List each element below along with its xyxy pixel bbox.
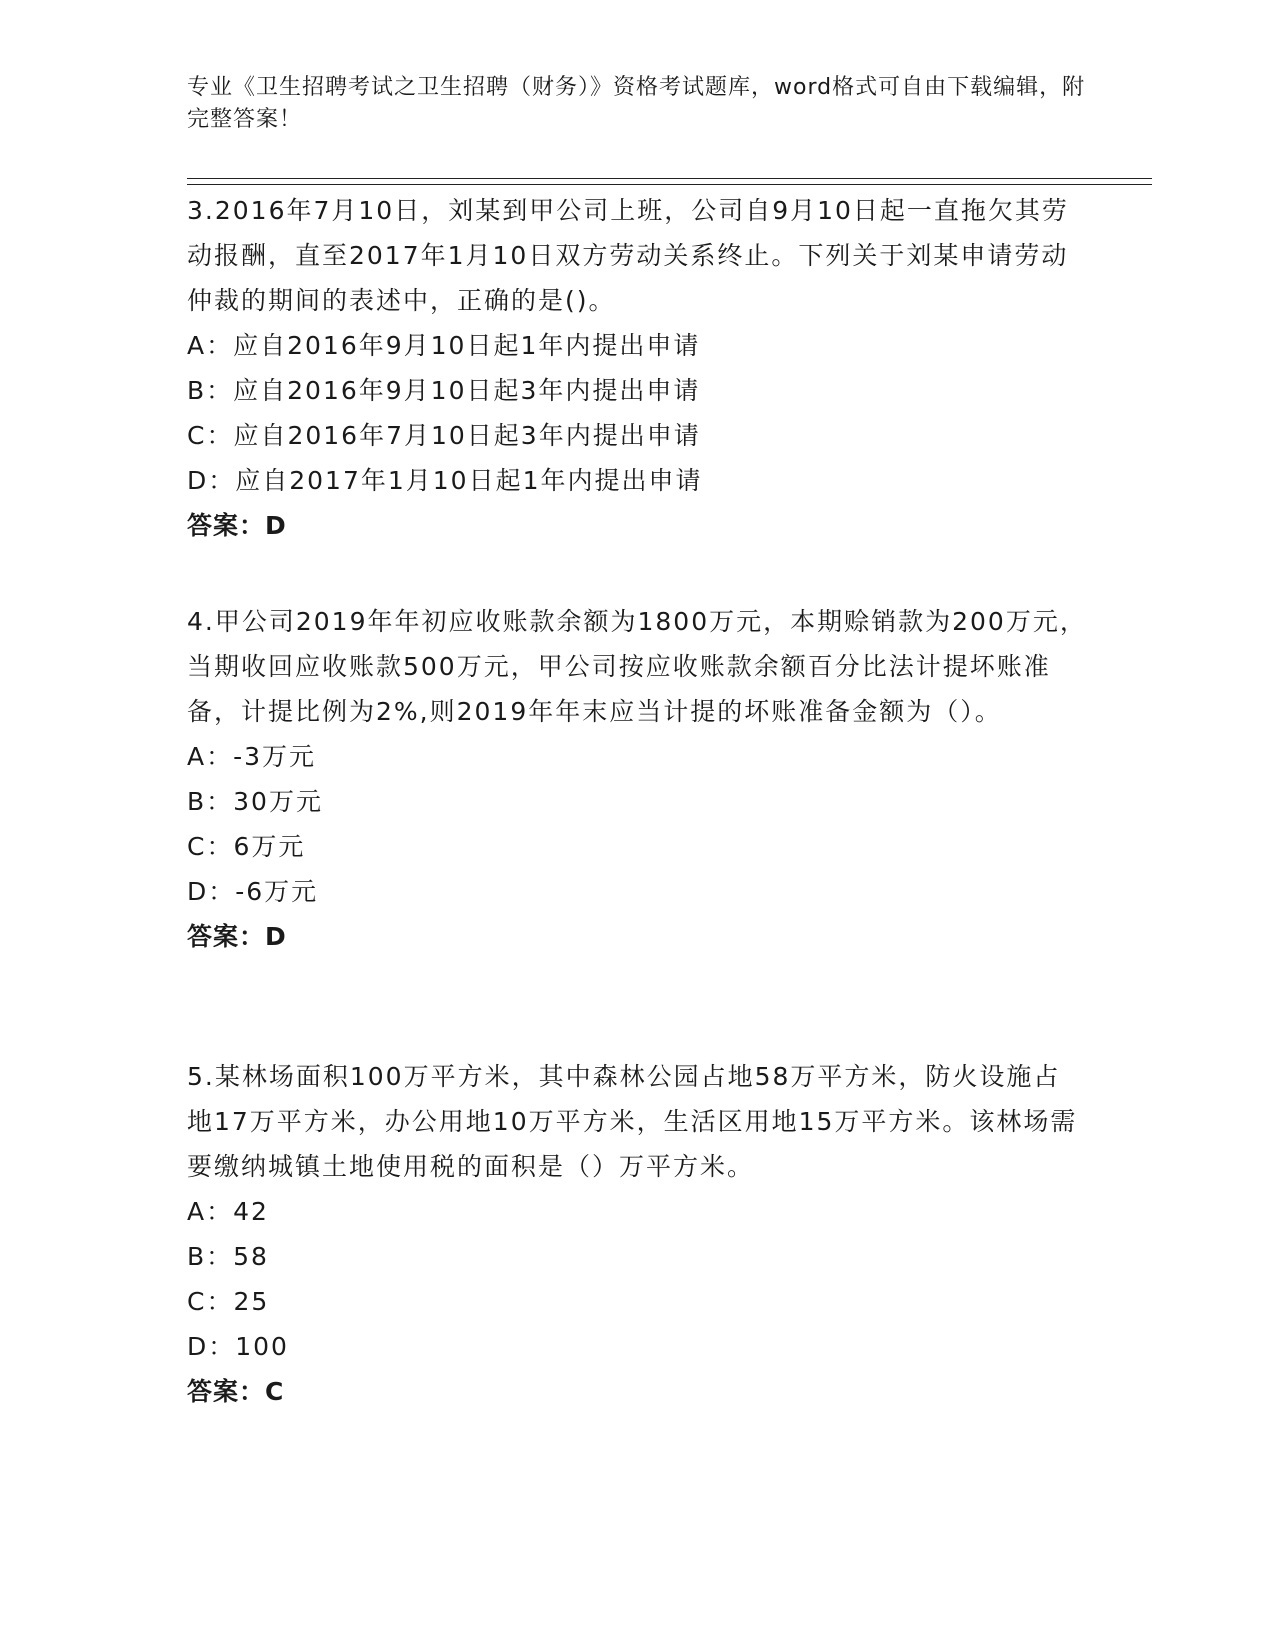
- document-header: 专业《卫生招聘考试之卫生招聘（财务）》资格考试题库，word格式可自由下载编辑，附完整答案！: [187, 75, 1086, 132]
- option-a: A：42: [187, 1197, 269, 1226]
- question-3: [187, 188, 1087, 548]
- question-4: [187, 599, 1087, 959]
- option-c: C：6万元: [187, 832, 306, 861]
- option-b: B：30万元: [187, 787, 323, 816]
- question-5: [187, 1054, 1087, 1414]
- header-divider-top: [187, 178, 1152, 179]
- answer: 答案：D: [187, 511, 287, 540]
- option-d: D：100: [187, 1332, 289, 1361]
- option-c: C：应自2016年7月10日起3年内提出申请: [187, 421, 701, 450]
- option-d: D：-6万元: [187, 877, 319, 906]
- question-stem: 4.甲公司2019年年初应收账款余额为1800万元，本期赊销款为200万元，当期收回应收账款500万元，甲公司按应收账款余额百分比法计提坏账准备，计提比例为2%,则2019年年末应当计提的坏账准备金额为（）。: [187, 607, 1087, 726]
- option-c: C：25: [187, 1287, 270, 1316]
- question-stem: 5.某林场面积100万平方米，其中森林公园占地58万平方米，防火设施占地17万平方米，办公用地10万平方米，生活区用地15万平方米。该林场需要缴纳城镇土地使用税的面积是（）万平方米。: [187, 1062, 1078, 1181]
- option-b: B：58: [187, 1242, 269, 1271]
- answer: 答案：D: [187, 922, 287, 951]
- option-d: D：应自2017年1月10日起1年内提出申请: [187, 466, 703, 495]
- option-b: B：应自2016年9月10日起3年内提出申请: [187, 376, 701, 405]
- header-divider-bottom: [187, 184, 1152, 185]
- option-a: A：应自2016年9月10日起1年内提出申请: [187, 331, 701, 360]
- answer: 答案：C: [187, 1377, 285, 1406]
- option-a: A：-3万元: [187, 742, 317, 771]
- question-stem: 3.2016年7月10日，刘某到甲公司上班，公司自9月10日起一直拖欠其劳动报酬，直至2017年1月10日双方劳动关系终止。下列关于刘某申请劳动仲裁的期间的表述中，正确的是()。: [187, 196, 1069, 315]
